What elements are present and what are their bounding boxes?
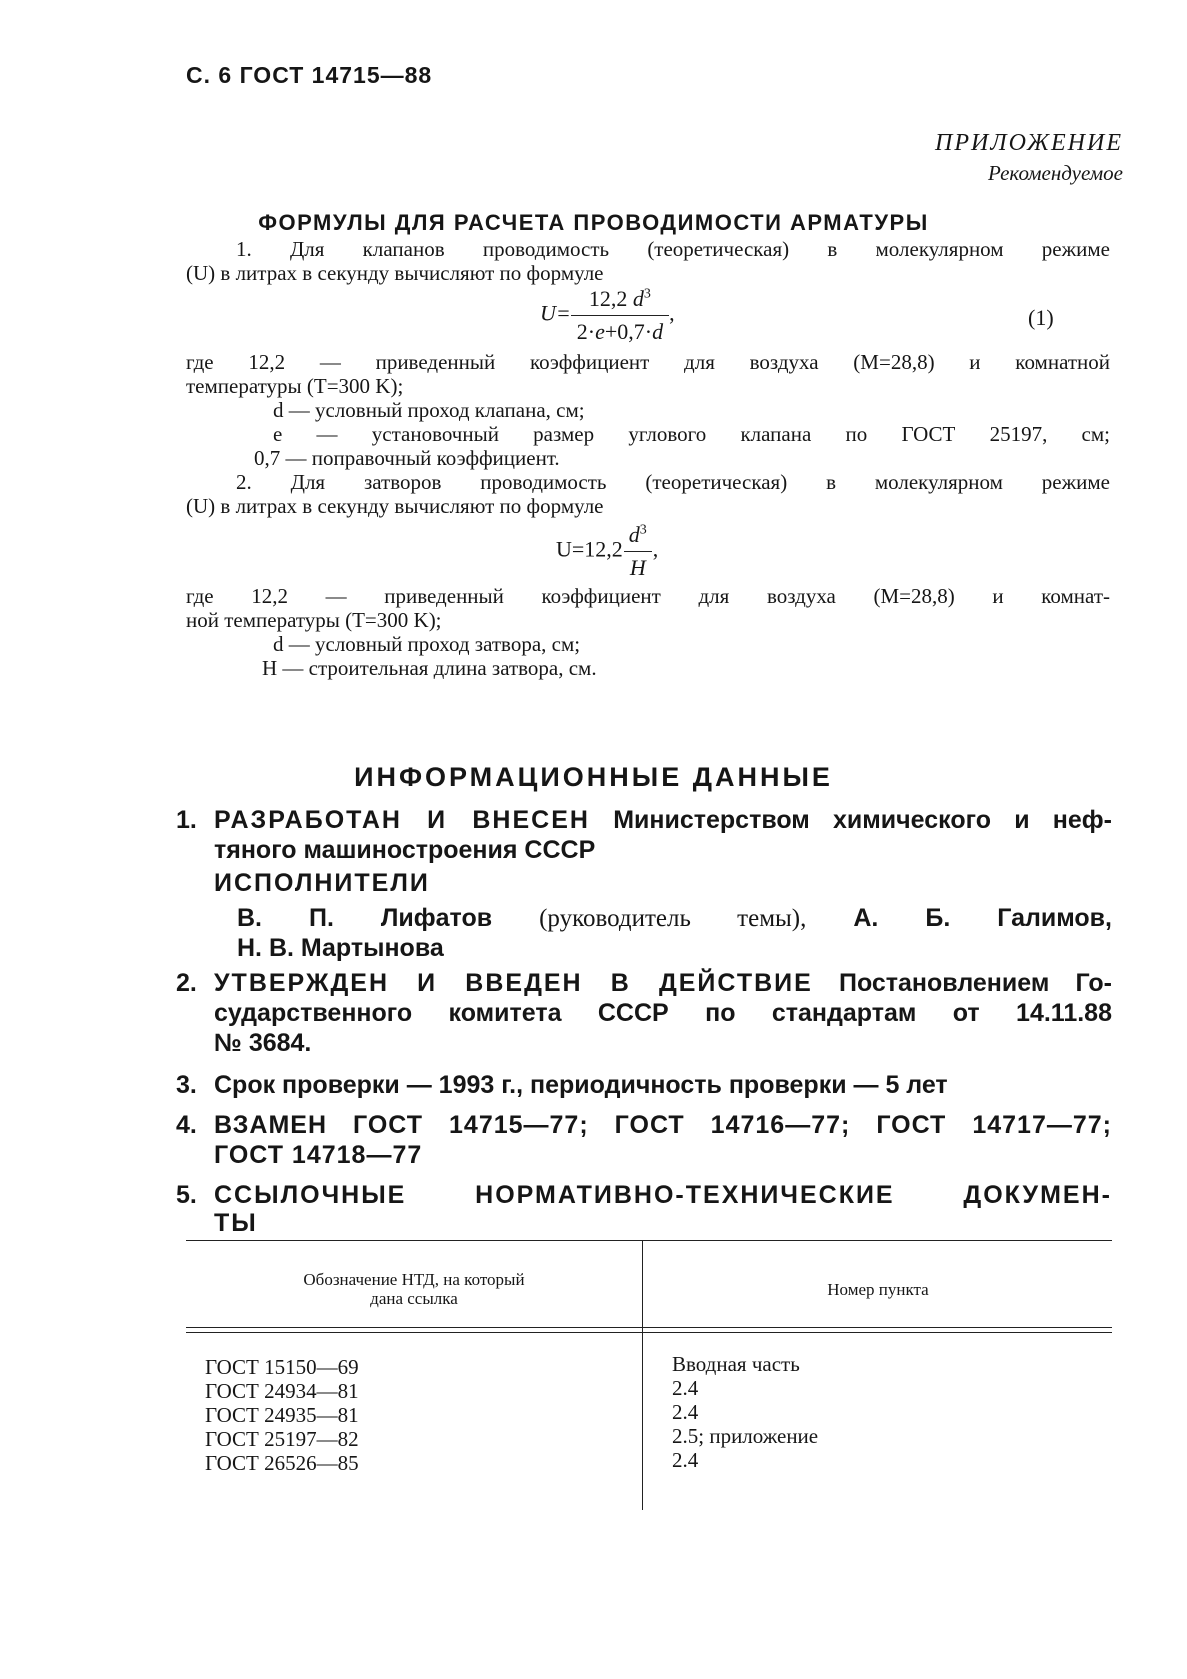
formula-2	[556, 522, 658, 581]
formula-1-denominator	[571, 315, 669, 345]
formula-2-numerator	[623, 522, 653, 551]
table-header-designation-line2: дана ссылка	[370, 1289, 458, 1308]
table-column-divider	[642, 1240, 643, 1510]
where2-h: H — строительная длина затвора, см.	[262, 656, 597, 680]
formula-1-number: (1)	[1028, 305, 1054, 330]
executors-label: ИСПОЛНИТЕЛИ	[214, 869, 430, 897]
info-item-1-number: 1.	[176, 806, 197, 834]
executor-1-role: (руководитель темы),	[539, 905, 807, 932]
where1-d: d — условный проход клапана, см;	[273, 398, 585, 422]
info-item-5-line2: ТЫ	[214, 1209, 258, 1237]
formula-1-numerator	[583, 286, 657, 315]
where2-line1: где 12,2 — приведенный коэффициент для воздуха (M=28,8) и комнат-	[186, 584, 1110, 608]
table-top-border	[186, 1240, 1112, 1241]
appendix-block	[935, 130, 1123, 186]
table-row-item: Вводная часть	[672, 1352, 800, 1376]
table-row-item: 2.4	[672, 1400, 699, 1424]
table-row-doc: ГОСТ 15150—69	[205, 1355, 359, 1379]
page-header: С. 6 ГОСТ 14715—88	[186, 62, 433, 88]
info-item-2-number: 2.	[176, 969, 197, 997]
formula-1	[540, 286, 675, 345]
info-item-1-caps: РАЗРАБОТАН И ВНЕСЕН	[214, 806, 590, 834]
where2-d: d — условный проход затвора, см;	[273, 632, 581, 656]
table-header-designation	[186, 1270, 642, 1308]
info-item-3-number: 3.	[176, 1071, 197, 1099]
appendix-label: ПРИЛОЖЕНИЕ	[935, 130, 1123, 156]
where1-line2: температуры (T=300 K);	[186, 374, 404, 398]
formula-1-lhs: U=	[540, 300, 571, 326]
f1-den-d: d	[652, 319, 664, 344]
para2-line2: (U) в литрах в секунду вычисляют по формуле	[186, 494, 604, 518]
formulas-title: ФОРМУЛЫ ДЛЯ РАСЧЕТА ПРОВОДИМОСТИ АРМАТУРЫ	[258, 210, 929, 235]
appendix-status: Рекомендуемое	[988, 161, 1123, 185]
formula-2-lhs: U=12,2	[556, 536, 623, 562]
f2-den-var: H	[629, 555, 646, 580]
table-item-column	[672, 1352, 818, 1472]
table-row-item: 2.4	[672, 1448, 699, 1472]
table-row-doc: ГОСТ 24935—81	[205, 1403, 359, 1427]
f1-den-b: e	[595, 319, 605, 344]
info-item-3-text: Срок проверки — 1993 г., периодичность проверки — 5 лет	[214, 1071, 948, 1099]
table-row-doc: ГОСТ 25197—82	[205, 1427, 359, 1451]
where1-k: 0,7 — поправочный коэффициент.	[254, 446, 560, 470]
info-item-2-caps: УТВЕРЖДЕН И ВВЕДЕН В ДЕЙСТВИЕ	[214, 969, 813, 997]
f1-comma: ,	[669, 300, 675, 326]
info-item-4-number: 4.	[176, 1111, 197, 1139]
info-item-2-line3: № 3684.	[214, 1029, 312, 1057]
formula-2-denominator	[624, 551, 652, 581]
info-item-4-line2: ГОСТ 14718—77	[214, 1141, 423, 1169]
para1-line2: (U) в литрах в секунду вычисляют по формуле	[186, 261, 604, 285]
where2-line2: ной температуры (T=300 K);	[186, 608, 442, 632]
executors-line1	[237, 903, 1112, 934]
info-item-2-line1	[214, 968, 1112, 998]
f1-num-exp: 3	[643, 286, 651, 302]
info-item-2-text: Постановлением Го-	[838, 969, 1112, 997]
info-item-2-line2: сударственного комитета СССР по стандартам от 14.11.88	[214, 999, 1112, 1027]
info-title: ИНФОРМАЦИОННЫЕ ДАННЫЕ	[354, 762, 833, 792]
f2-comma: ,	[652, 536, 659, 562]
info-item-1-text: Министерством химического и неф-	[613, 806, 1112, 834]
info-item-5-line1: ССЫЛОЧНЫЕ НОРМАТИВНО-ТЕХНИЧЕСКИЕ ДОКУМЕН-	[214, 1181, 1112, 1209]
table-row-doc: ГОСТ 24934—81	[205, 1379, 359, 1403]
where1-line1: где 12,2 — приведенный коэффициент для воздуха (M=28,8) и комнатной	[186, 350, 1110, 374]
para2-line1: 2. Для затворов проводимость (теоретическая) в молекулярном режиме	[236, 470, 1110, 494]
f1-num-var: d	[632, 286, 644, 311]
f2-num-var: d	[628, 522, 640, 547]
info-item-1-line1	[214, 805, 1112, 835]
info-item-5-number: 5.	[176, 1181, 197, 1209]
formula-1-fraction	[571, 286, 669, 345]
executor-2: А. Б. Галимов,	[853, 904, 1112, 932]
where1-e: e — установочный размер углового клапана по ГОСТ 25197, см;	[273, 422, 1110, 446]
f1-den-a: 2·	[576, 319, 596, 344]
table-header-item: Номер пункта	[827, 1280, 929, 1299]
formula-2-fraction	[623, 522, 653, 581]
executor-1: В. П. Лифатов	[237, 904, 493, 932]
para1-line1: 1. Для клапанов проводимость (теоретическая) в молекулярном режиме	[236, 237, 1110, 261]
executors-line2: Н. В. Мартынова	[237, 934, 444, 962]
table-header-divider	[186, 1327, 1112, 1333]
f2-num-exp: 3	[639, 522, 647, 538]
info-item-4-line1: ВЗАМЕН ГОСТ 14715—77; ГОСТ 14716—77; ГОСТ 14717—77;	[214, 1111, 1112, 1139]
f1-den-c: +0,7·	[604, 319, 653, 344]
table-row-item: 2.5; приложение	[672, 1424, 819, 1448]
table-row-doc: ГОСТ 26526—85	[205, 1451, 359, 1475]
table-doc-column	[205, 1355, 359, 1475]
f1-num-coef: 12,2	[588, 286, 628, 311]
info-item-1-line2: тяного машиностроения СССР	[214, 836, 596, 864]
table-header-designation-line1: Обозначение НТД, на который	[303, 1270, 525, 1289]
table-row-item: 2.4	[672, 1376, 699, 1400]
